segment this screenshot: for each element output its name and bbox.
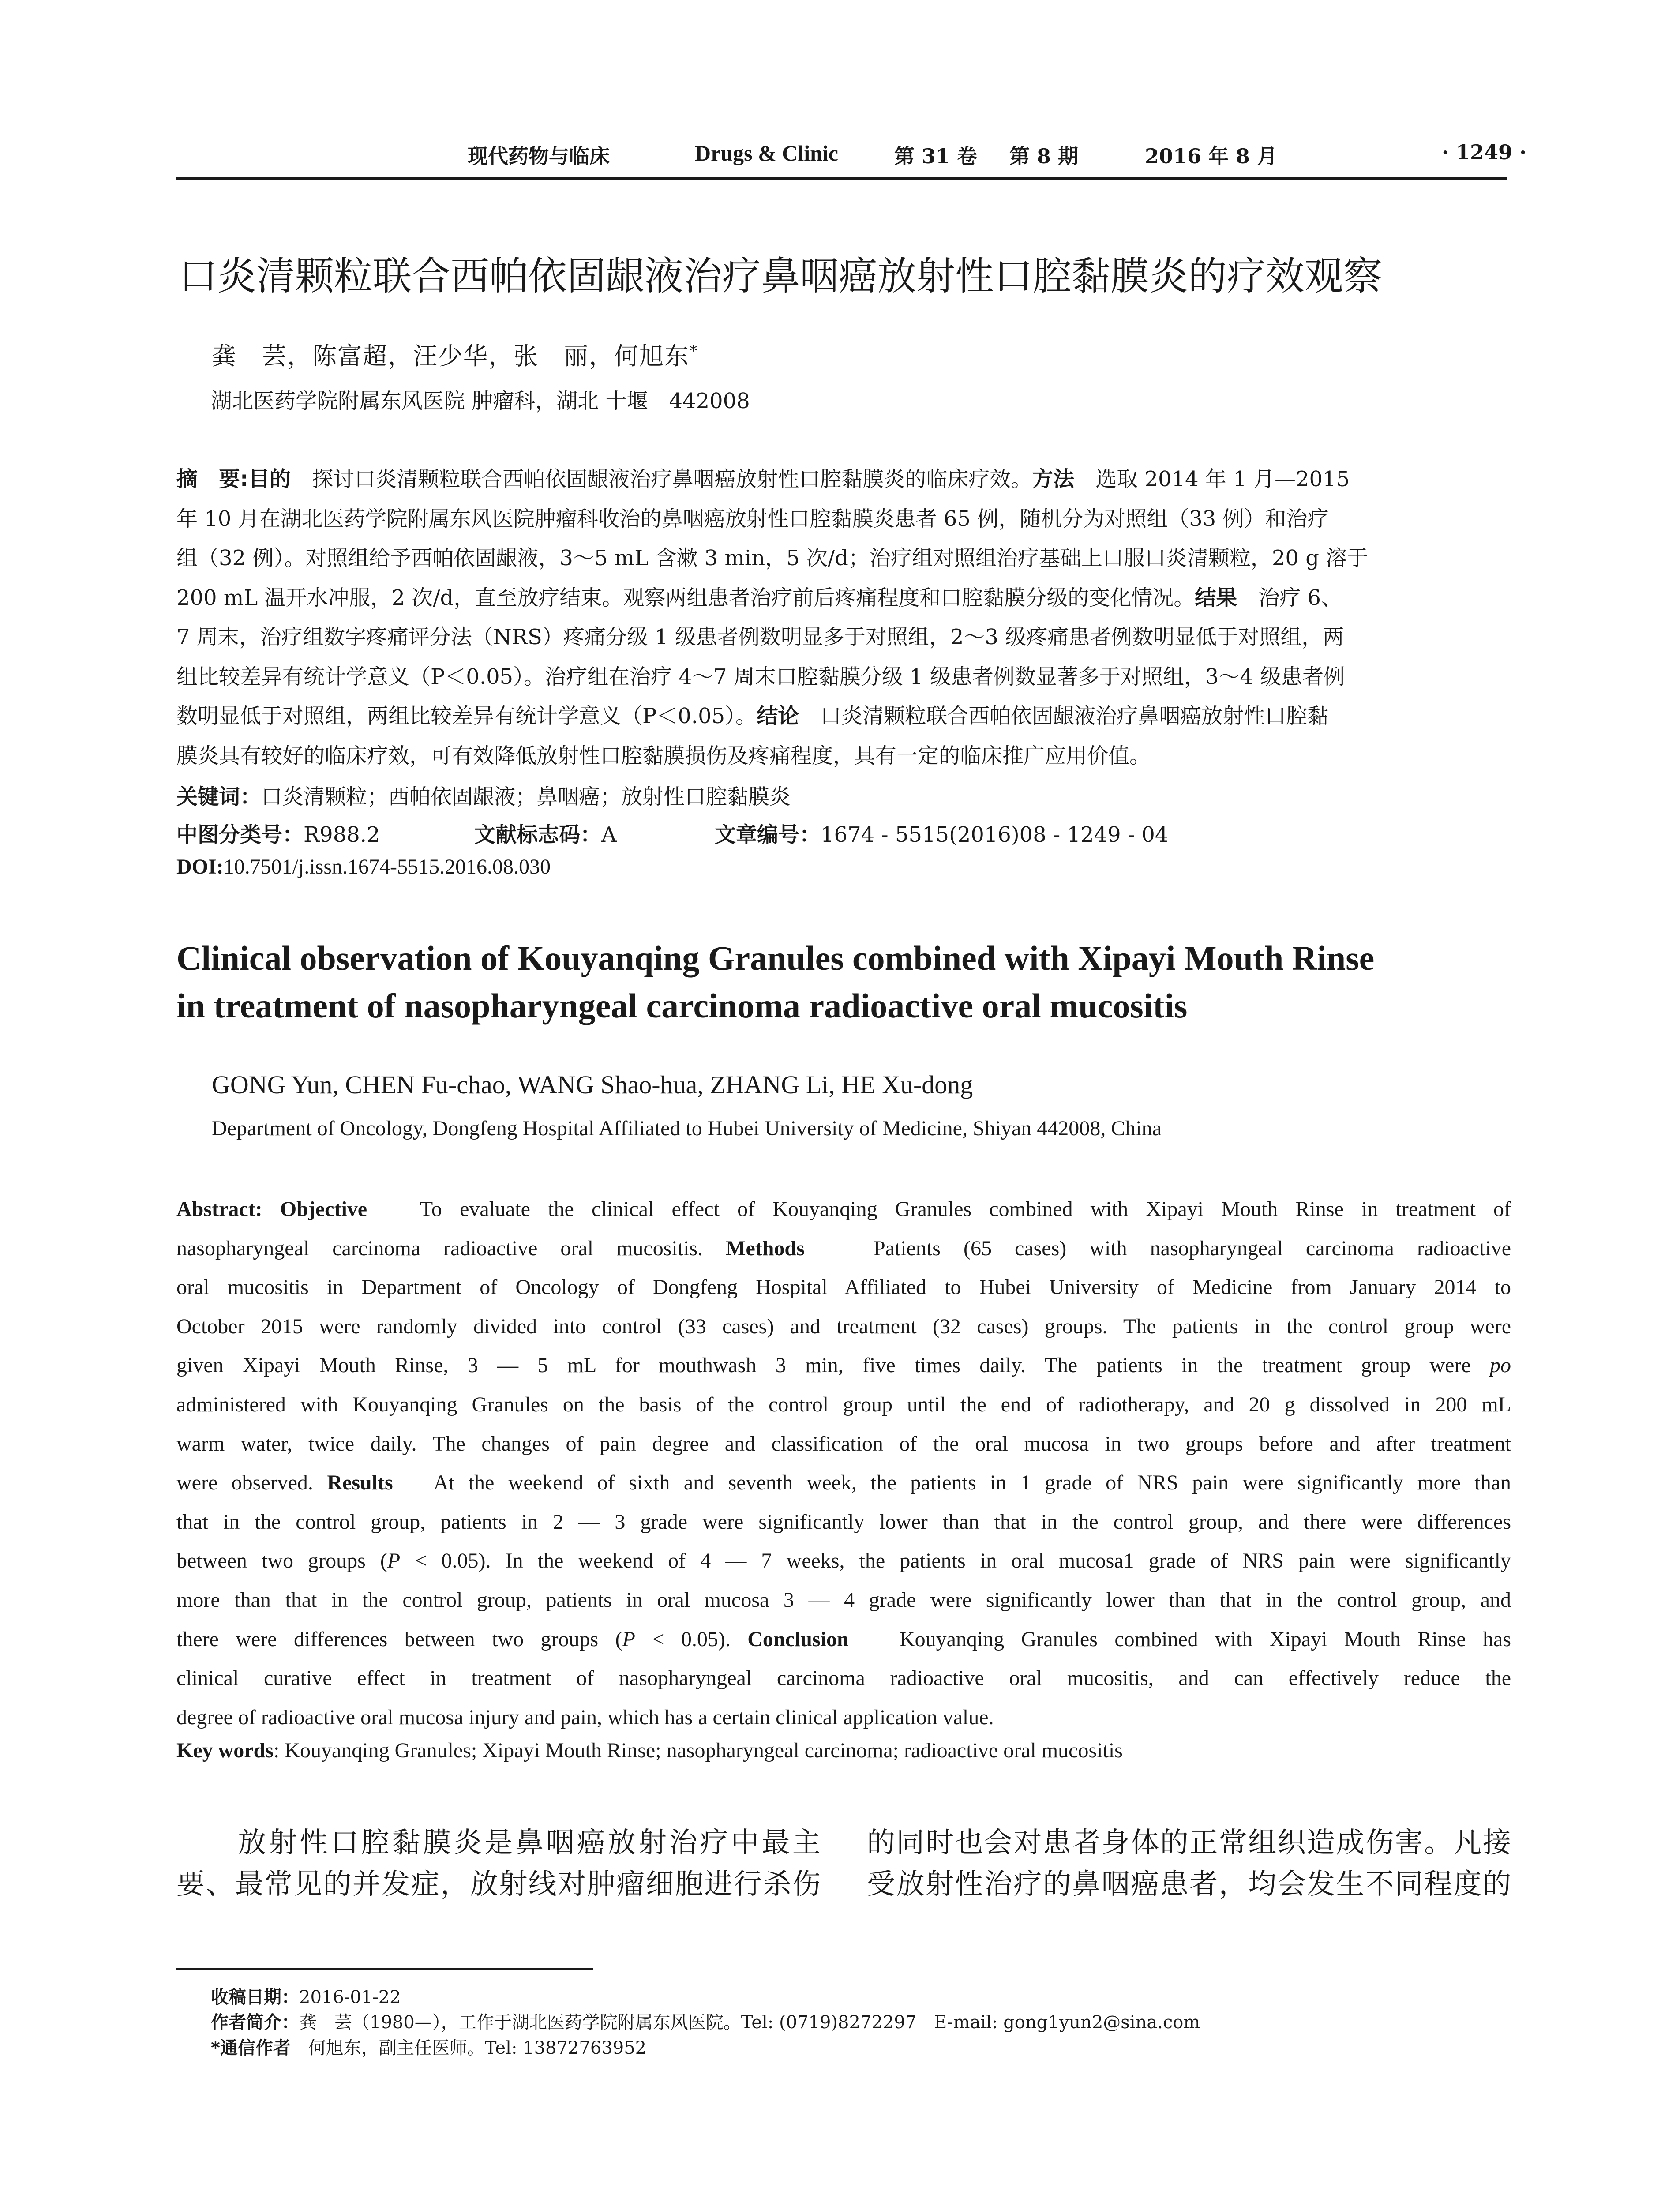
results-label-en: Results	[327, 1471, 393, 1495]
title-en-line: in treatment of nasopharyngeal carcinoma radioactive oral mucositis	[176, 987, 1188, 1025]
abstract-text: To evaluate the clinical effect of Kouyanqing Granules combined with Xipayi Mouth Rinse in treatment of	[420, 1197, 1511, 1221]
header-rule	[176, 177, 1507, 180]
abstract-en-line: October 2015 were randomly divided into control (33 cases) and treatment (32 cases) groups. The patients in the control group were	[176, 1314, 1511, 1338]
abstract-text: Patients (65 cases) with nasopharyngeal carcinoma radioactive	[873, 1236, 1511, 1260]
author-label: 作者简介：	[211, 2012, 299, 2033]
doi-label: DOI:	[176, 855, 224, 878]
abstract-text: < 0.05). In the weekend of 4 — 7 weeks, the patients in oral mucosa1 grade of NRS pain were significantly	[400, 1549, 1511, 1573]
footnote-rule	[176, 1968, 593, 1970]
title-en-line: Clinical observation of Kouyanqing Granules combined with Xipayi Mouth Rinse	[176, 939, 1375, 977]
results-label-cn: 结果	[1195, 585, 1238, 610]
abstract-en-line: administered with Kouyanqing Granules on the basis of the control group until the end of radiotherapy, and 20 g dissolved in 200 mL	[176, 1392, 1511, 1416]
abstract-en-line	[176, 1620, 1511, 1659]
page-number: · 1249 ·	[1442, 140, 1527, 164]
abstract-cn-line: 年 10 月在湖北医药学院附属东风医院肿瘤科收治的鼻咽癌放射性口腔黏膜炎患者 65 例，随机分为对照组（33 例）和治疗	[176, 506, 1329, 531]
affiliation-en: Department of Oncology, Dongfeng Hospital Affiliated to Hubei University of Medicine, Shiyan 442008, China	[212, 1117, 1162, 1140]
abstract-en-line	[176, 1229, 1511, 1268]
clc-value: R988.2	[304, 822, 380, 847]
objective-label-en: Objective	[280, 1197, 368, 1221]
running-header	[176, 140, 1527, 174]
keywords-label-cn: 关键词：	[176, 784, 262, 809]
footnote-received	[211, 1983, 401, 2008]
corresponding-info: 何旭东，副主任医师。Tel: 13872763952	[290, 2038, 647, 2058]
abstract-text: were observed.	[176, 1471, 313, 1495]
abstract-en-line: more than that in the control group, patients in oral mucosa 3 — 4 grade were significantly lower than that in the control group, and	[176, 1588, 1511, 1612]
abstract-text: 200 mL 温开水冲服，2 次/d，直至放疗结束。观察两组患者治疗前后疼痛程度和口腔黏膜分级的变化情况。	[176, 585, 1195, 610]
journal-name-en: Drugs & Clinic	[695, 141, 838, 165]
article-title-en	[176, 934, 1513, 1030]
body-line: 要、最常见的并发症，放射线对肿瘤细胞进行杀伤	[176, 1868, 821, 1901]
abstract-cn-line	[176, 697, 1511, 736]
document-code-label: 文献标志码：	[474, 822, 602, 847]
keywords-text-cn: 口炎清颗粒；西帕依固龈液；鼻咽癌；放射性口腔黏膜炎	[261, 784, 791, 809]
keywords-label-en: Key words	[176, 1739, 274, 1762]
corresponding-label: *通信作者	[211, 2038, 291, 2058]
affiliation-cn: 湖北医药学院附属东风医院 肿瘤科，湖北 十堰 442008	[211, 389, 750, 413]
corresponding-mark: *	[690, 342, 698, 360]
abstract-cn-line: 组（32 例）。对照组给予西帕依固龈液，3～5 mL 含漱 3 min，5 次/d；治疗组对照组治疗基础上口服口炎清颗粒，20 g 溶于	[176, 546, 1369, 570]
volume: 第 31 卷	[894, 144, 978, 168]
keywords-text-en: : Kouyanqing Granules; Xipayi Mouth Rinse; nasopharyngeal carcinoma; radioactive oral mucositis	[273, 1739, 1123, 1762]
abstract-text: nasopharyngeal carcinoma radioactive oral mucositis.	[176, 1236, 703, 1260]
footnote-corresponding	[211, 2034, 646, 2059]
abstract-cn-line: 膜炎具有较好的临床疗效，可有效降低放射性口腔黏膜损伤及疼痛程度，具有一定的临床推广应用价值。	[176, 743, 1151, 768]
objective-text-cn: 探讨口炎清颗粒联合西帕依固龈液治疗鼻咽癌放射性口腔黏膜炎的临床疗效。	[291, 467, 1032, 491]
doi-value: 10.7501/j.issn.1674-5515.2016.08.030	[223, 855, 551, 878]
keywords-cn	[176, 780, 791, 810]
abstract-text: 选取 2014 年 1 月—2015	[1074, 467, 1350, 491]
body-line: 的同时也会对患者身体的正常组织造成伤害。凡接	[867, 1827, 1511, 1859]
footnote-author	[211, 2008, 1200, 2033]
clc-label: 中图分类号：	[176, 822, 304, 847]
objective-label-cn: 目的	[248, 467, 291, 491]
abstract-text: po	[1490, 1354, 1511, 1377]
abstract-en-line: that in the control group, patients in 2 — 3 grade were significantly lower than that in the control group, and there were differences	[176, 1510, 1511, 1534]
document-code-item	[474, 818, 617, 848]
authors-en: GONG Yun, CHEN Fu-chao, WANG Shao-hua, ZHANG Li, HE Xu-dong	[212, 1070, 973, 1099]
abstract-text: there were differences between two groups (	[176, 1627, 622, 1651]
abstract-cn	[176, 460, 1511, 776]
abstract-text: 口炎清颗粒联合西帕依固龈液治疗鼻咽癌放射性口腔黏	[799, 704, 1329, 728]
abstract-text: 数明显低于对照组，两组比较差异有统计学意义（P＜0.05）。	[176, 704, 757, 728]
clc-item	[176, 818, 380, 848]
abstract-text: Kouyanqing Granules combined with Xipayi Mouth Rinse has	[899, 1627, 1511, 1651]
abstract-text: 治疗 6、	[1237, 585, 1342, 610]
conclusion-label-cn: 结论	[757, 704, 799, 728]
abstract-en-line: clinical curative effect in treatment of nasopharyngeal carcinoma radioactive oral mucositis, and can effectively reduce the	[176, 1666, 1511, 1690]
abstract-text: < 0.05).	[635, 1627, 731, 1651]
abstract-label-cn: 摘 要:	[176, 467, 249, 491]
author-info: 龚 芸（1980—），工作于湖北医药学院附属东风医院。Tel: (0719)8272297 E-mail: gong1yun2@sina.com	[299, 2012, 1200, 2033]
article-title-cn: 口炎清颗粒联合西帕依固龈液治疗鼻咽癌放射性口腔黏膜炎的疗效观察	[179, 253, 1383, 299]
authors-cn	[212, 337, 698, 371]
abstract-label-en: Abstract:	[176, 1197, 262, 1221]
article-number-item	[715, 818, 1168, 848]
abstract-text: between two groups (	[176, 1549, 387, 1573]
abstract-en-line: oral mucositis in Department of Oncology of Dongfeng Hospital Affiliated to Hubei University of Medicine from January 2014 to	[176, 1276, 1511, 1299]
doi	[176, 855, 551, 879]
journal-name-cn: 现代药物与临床	[468, 144, 610, 168]
conclusion-label-en: Conclusion	[747, 1627, 849, 1651]
abstract-text: P	[622, 1627, 635, 1651]
article-number-label: 文章编号：	[715, 822, 821, 847]
body-line: 受放射性治疗的鼻咽癌患者，均会发生不同程度的	[867, 1868, 1511, 1901]
abstract-en-line	[176, 1346, 1511, 1385]
abstract-en-line	[176, 1542, 1511, 1581]
abstract-text: given Xipayi Mouth Rinse, 3 — 5 mL for mouthwash 3 min, five times daily. The patients in the treatment group were	[176, 1354, 1471, 1377]
received-date: 2016-01-22	[299, 1987, 401, 2007]
methods-label-cn: 方法	[1032, 467, 1075, 491]
abstract-text: P	[387, 1549, 401, 1573]
abstract-en-line: degree of radioactive oral mucosa injury and pain, which has a certain clinical application value.	[176, 1705, 994, 1729]
abstract-cn-line: 7 周末，治疗组数字疼痛评分法（NRS）疼痛分级 1 级患者例数明显多于对照组，2～3 级疼痛患者例数明显低于对照组，两	[176, 625, 1344, 649]
abstract-cn-line	[176, 460, 1511, 499]
methods-label-en: Methods	[726, 1236, 805, 1260]
abstract-en-line: warm water, twice daily. The changes of pain degree and classification of the oral mucosa in two groups before and after treatment	[176, 1432, 1511, 1456]
abstract-text: At the weekend of sixth and seventh week, the patients in 1 grade of NRS pain were significantly more than	[433, 1471, 1511, 1495]
article-number-value: 1674 - 5515(2016)08 - 1249 - 04	[821, 822, 1169, 847]
body-column-left	[176, 1822, 821, 1905]
abstract-cn-line: 组比较差异有统计学意义（P＜0.05）。治疗组在治疗 4～7 周末口腔黏膜分级 1 级患者例数显著多于对照组，3～4 级患者例	[176, 664, 1345, 689]
received-label: 收稿日期：	[211, 1987, 299, 2007]
abstract-cn-line	[176, 578, 1511, 618]
issue: 第 8 期	[1009, 144, 1079, 168]
keywords-en	[176, 1738, 1123, 1763]
body-column-right	[867, 1822, 1511, 1905]
body-line: 放射性口腔黏膜炎是鼻咽癌放射治疗中最主	[176, 1827, 821, 1859]
abstract-en-line	[176, 1190, 1511, 1229]
abstract-en-line	[176, 1463, 1511, 1503]
abstract-en	[176, 1190, 1511, 1737]
document-code-value: A	[601, 822, 617, 847]
issue-date: 2016 年 8 月	[1145, 144, 1278, 168]
authors-cn-names: 龚 芸，陈富超，汪少华，张 丽，何旭东	[212, 342, 690, 370]
